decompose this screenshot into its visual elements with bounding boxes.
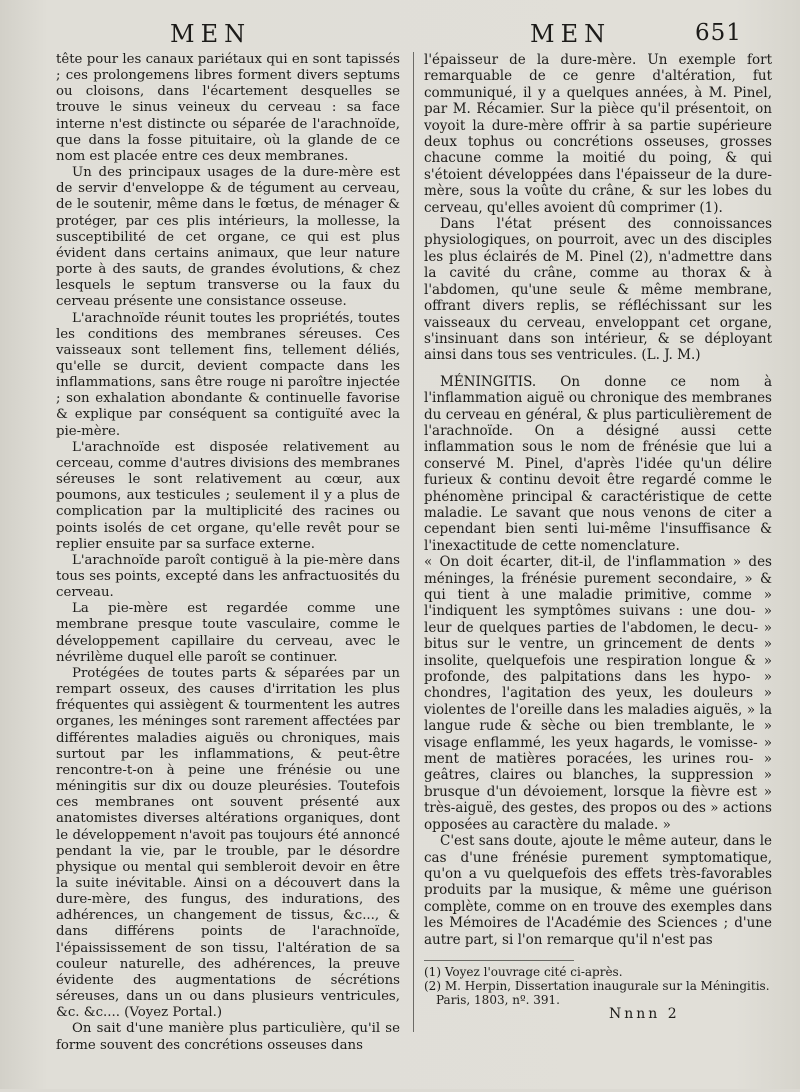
footnote-1: (1) Voyez l'ouvrage cité ci-après.: [424, 965, 623, 979]
left-paragraph-6: La pie-mère est regardée comme une membrane presque toute vasculaire, comme le développement capillaire du cerveau, avec le névrilème duquel elle paroît se continuer.: [56, 601, 400, 665]
signature-mark: Nnnn 2: [609, 1006, 680, 1022]
text-columns: [0, 52, 800, 1092]
left-paragraph-2: Un des principaux usages de la dure-mère est de servir d'enveloppe & de tégument au cerveau, de le soutenir, même dans le fœtus, de ménager & protéger, par ces plis intérieurs, la mollesse, la susceptibilité de cet organe, ce qui est plus évident dans certains animaux, que leur nature porte à des sauts, de grandes évolutions, & chez lesquels le septum transverse ou la faux du cerveau présente une consistance osseuse.: [56, 165, 400, 310]
left-paragraph-7: Protégées de toutes parts & séparées par un rempart osseux, des causes d'irritation les plus fréquentes qui assiègent & tourmentent les autres organes, les méninges sont rarement affectées par différentes maladies aiguës ou chroniques, mais surtout par les inflammations, & peut-être rencontre-t-on à peine une frénésie ou une méningitis sur dix ou douze pleurésies. Toutefois ces membranes ont souvent présenté aux anatomistes diverses altérations organiques, dont le développement n'avoit pas toujours été annoncé pendant la vie, par le trouble, par le désordre physique ou mental qui sembleroit devoir en être la suite inévitable. Ainsi on a découvert dans la dure-mère, des fungus, des indurations, des adhérences, un changement de tissus, &c..., & dans différens points de l'arachnoïde, l'épaississement de son tissu, l'altération de sa couleur naturelle, des adhérences, la preuve évidente des augmentations de sécrétions séreuses, dans un ou dans plusieurs ventricules, &c. &c.... (Voyez Portal.): [56, 665, 400, 1021]
right-column: [424, 52, 772, 948]
left-paragraph-8: On sait d'une manière plus particulière, qu'il se forme souvent des concrétions osseuses dans: [56, 1021, 400, 1053]
pinel-quotation: « On doit écarter, dit-il, de l'inflammation » des méninges, la frénésie purement secondaire, » & qui tient à une maladie primitive, comme » l'indiquent les symptômes suivans : une dou- » leur de quelques parties de l'abdomen, le decu- » bitus sur le ventre, un grincement de dents » insolite, quelquefois une respiration longue & » profonde, des palpitations dans les hypo- » chondres, l'agitation des yeux, les douleurs » violentes de l'oreille dans les maladies aiguës, » la langue rude & sèche ou bien tremblante, le » visage enflammé, les yeux hagards, le vomisse- » ment de matières poracées, les urines rou- » geâtres, claires ou blanches, la suppression » brusque d'un dévoiement, lorsque la fièvre est » très-aiguë, des gestes, des propos ou des » actions opposées au caractère du malade. »: [424, 554, 772, 833]
footnotes: [424, 960, 772, 1007]
left-paragraph-5: L'arachnoïde paroît contiguë à la pie-mère dans tous ses points, excepté dans les anfractuosités du cerveau.: [56, 552, 400, 601]
running-header: [0, 18, 800, 52]
left-column: [56, 52, 400, 1054]
meningitis-entry: MÉNINGITIS. On donne ce nom à l'inflammation aiguë ou chronique des membranes du cerveau en général, & plus particulièrement de l'arachnoïde. On a désigné aussi cette inflammation sous le nom de frénésie que lui a conservé M. Pinel, d'après l'idée qu'un délire furieux & continu devoit être regardé comme le phénomène principal & caractéristique de cette maladie. Le savant que nous venons de citer a cependant bien senti lui-même l'insuffisance & l'inexactitude de cette nomenclature.: [424, 373, 772, 554]
right-paragraph-2: Dans l'état présent des connoissances physiologiques, on pourroit, avec un des disciples les plus éclairés de M. Pinel (2), n'admettre dans la cavité du crâne, comme au thorax & à l'abdomen, qu'une seule & même membrane, offrant divers replis, se réfléchissant sur les vaisseaux du cerveau, enveloppant cet organe, s'insinuant dans son intérieur, & se déployant ainsi dans tous ses ventricules. (L. J. M.): [424, 216, 772, 364]
header-right-title: MEN: [530, 20, 612, 48]
footnote-2: (2) M. Herpin, Dissertation inaugurale sur la Méningitis. Paris, 1803, nº. 391.: [424, 979, 770, 1007]
footnote-separator: [424, 960, 574, 961]
header-left-title: MEN: [170, 20, 252, 48]
right-paragraph-1: l'épaisseur de la dure-mère. Un exemple fort remarquable de ce genre d'altération, fut communiqué, il y a quelques années, à M. Pinel, par M. Récamier. Sur la pièce qu'il présentoit, on voyoit la dure-mère offrir à sa partie supérieure deux tophus ou concrétions osseuses, grosses chacune comme la moitié du poing, & qui s'étoient développées dans l'épaisseur de la dure-mère, sous la voûte du crâne, & sur les lobes du cerveau, qu'elles avoient dû comprimer (1).: [424, 52, 772, 216]
page-number: 651: [695, 20, 742, 46]
left-paragraph-3: L'arachnoïde réunit toutes les propriétés, toutes les conditions des membranes séreuses. Ces vaisseaux sont tellement fins, tellement déliés, qu'elle se durcit, devient compacte dans les inflammations, sans être rouge ni paroître injectée ; son exhalation abondante & continuelle favorise & explique par conséquent sa contiguïté avec la pie-mère.: [56, 310, 400, 439]
right-paragraph-5: C'est sans doute, ajoute le même auteur, dans le cas d'une frénésie purement symptomatique, qu'on a vu quelquefois des effets très-favorables produits par la musique, & même une guérison complète, comme on en trouve des exemples dans les Mémoires de l'Académie des Sciences ; d'une autre part, si l'on remarque qu'il n'est pas: [424, 833, 772, 948]
left-paragraph-1: tête pour les canaux pariétaux qui en sont tapissés ; ces prolongemens libres forment divers septums ou cloisons, dans l'écartement desquelles se trouve le sinus veineux du cerveau : sa face interne n'est distincte ou séparée de l'arachnoïde, que dans la fosse pituitaire, où la glande de ce nom est placée entre ces deux membranes.: [56, 52, 400, 164]
left-paragraph-4: L'arachnoïde est disposée relativement au cerceau, comme d'autres divisions des membranes séreuses le sont relativement au cœur, aux poumons, aux testicules ; seulement il y a plus de complication par la multiplicité des racines ou points isolés de cet organe, qu'elle revêt pour se replier ensuite par sa surface externe.: [56, 439, 400, 552]
column-divider: [413, 52, 414, 1032]
